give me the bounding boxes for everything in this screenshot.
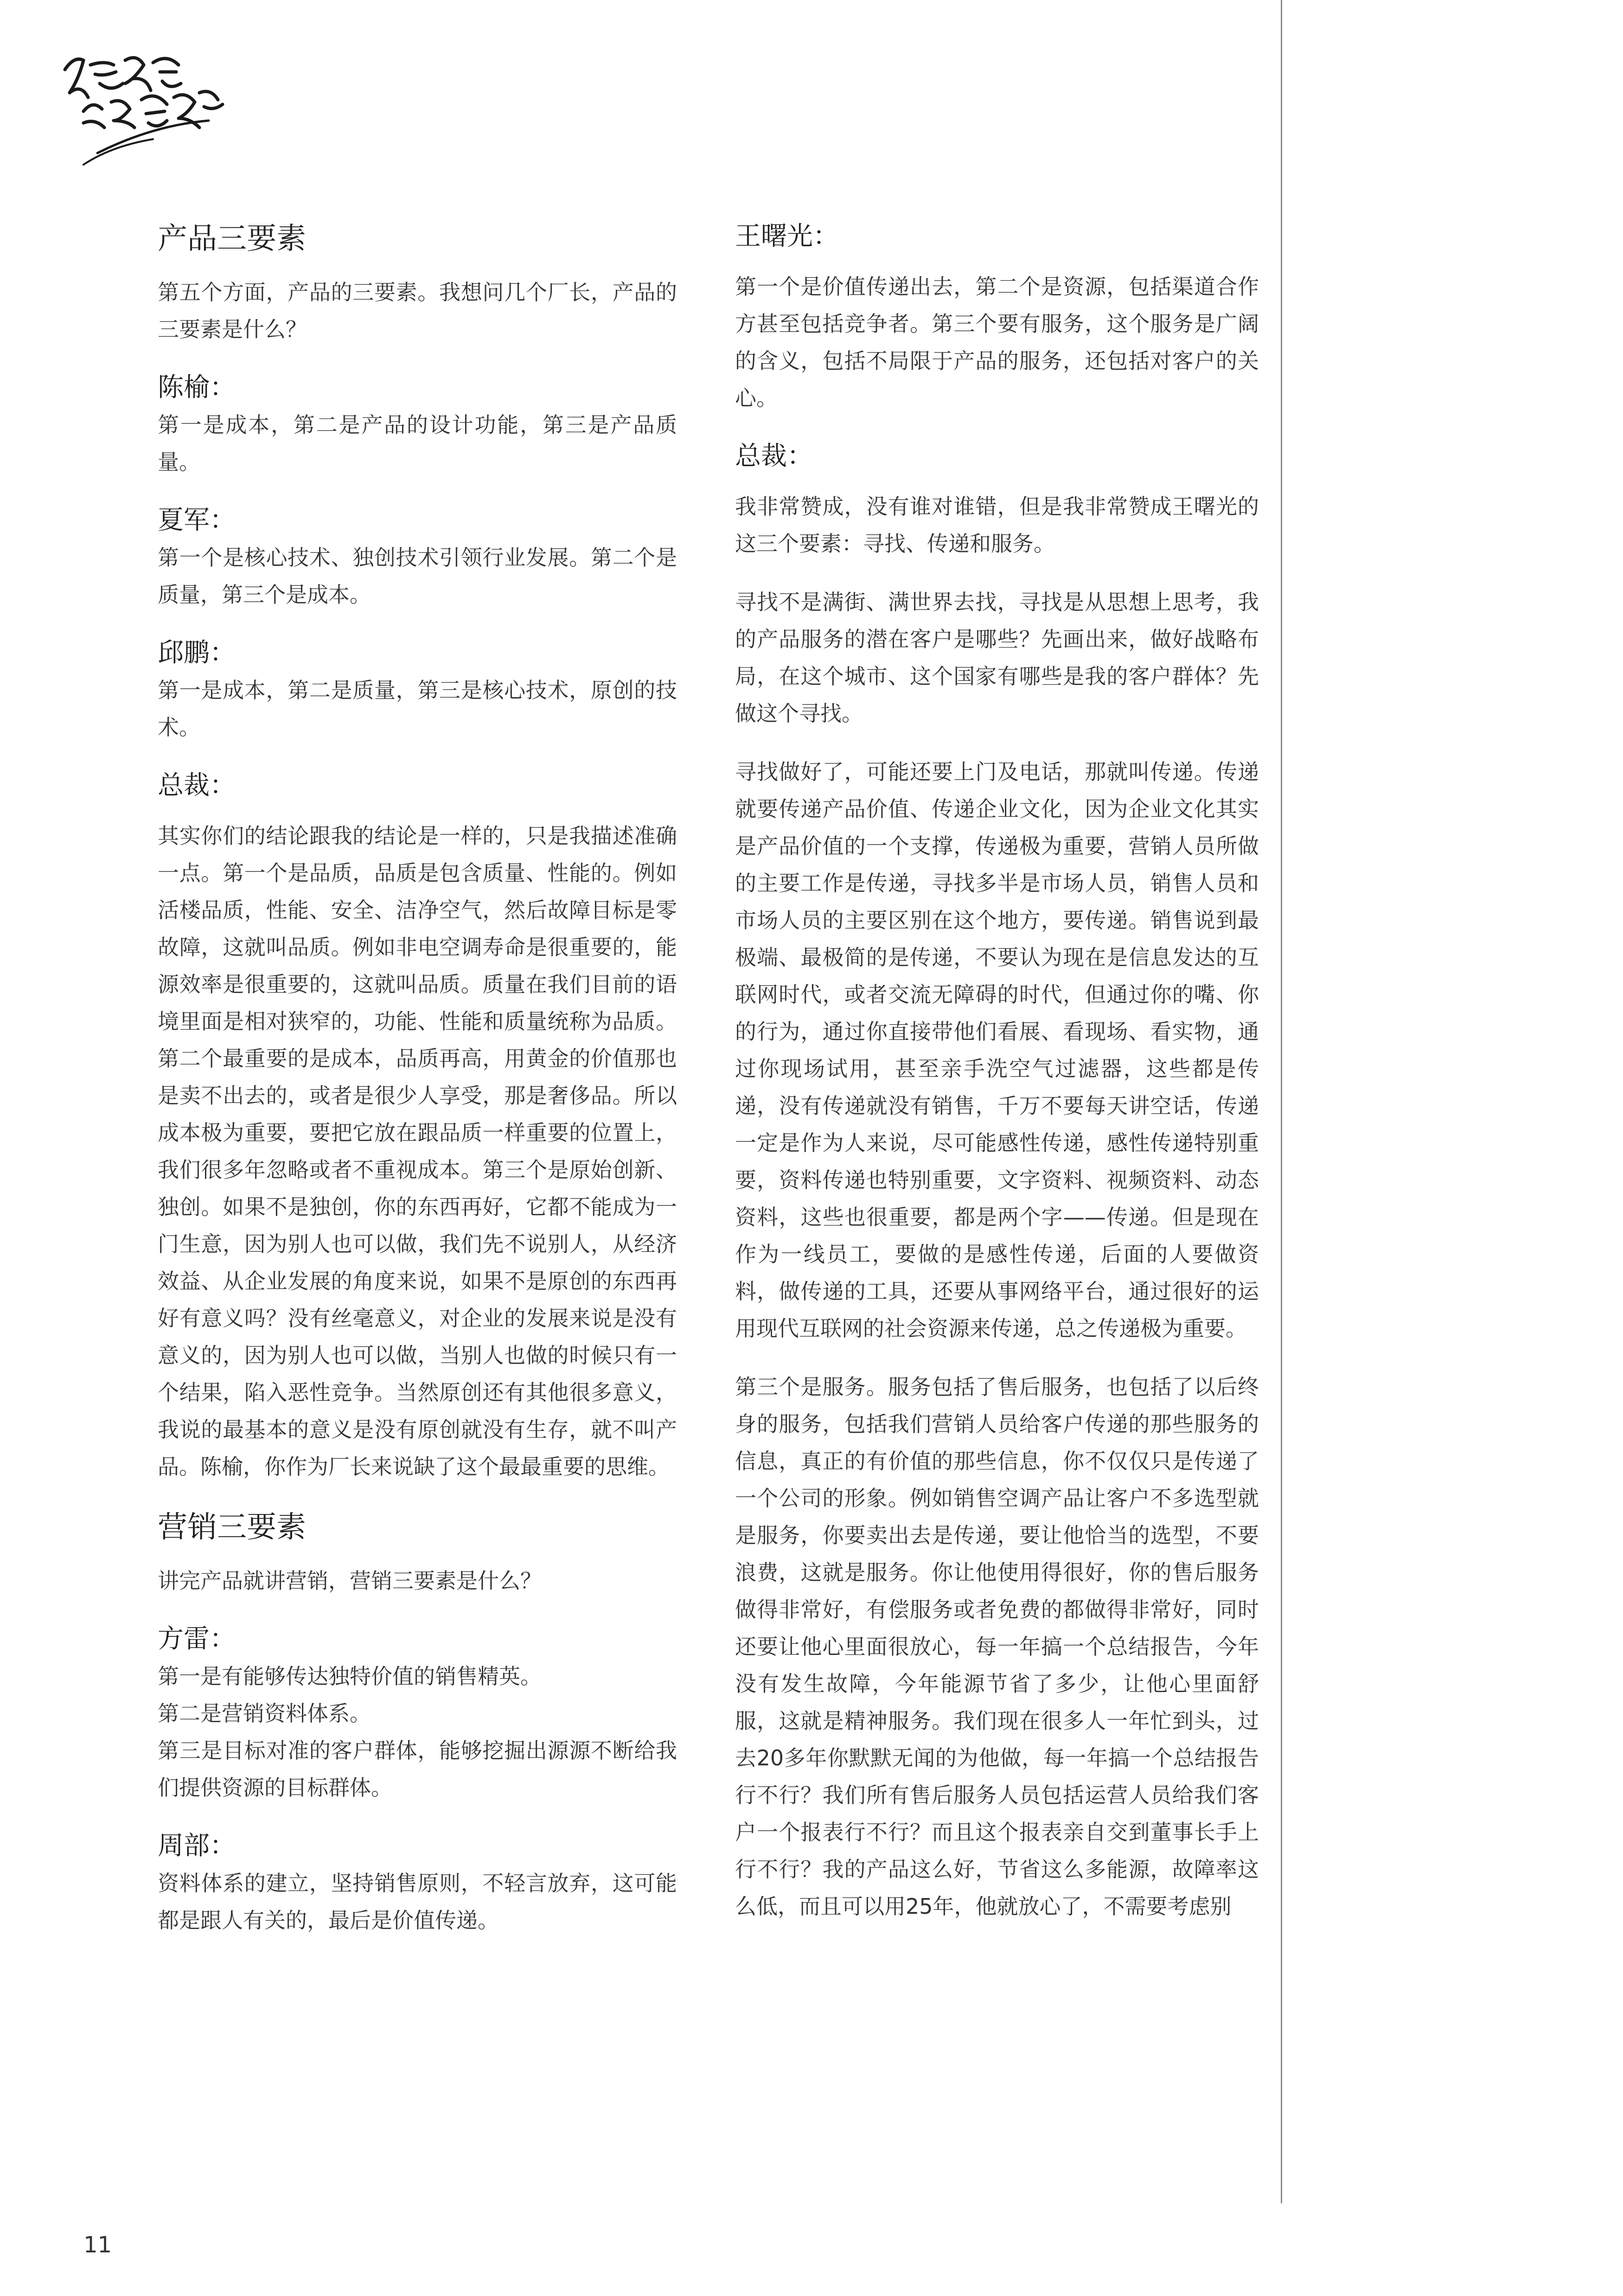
body-paragraph: 第三个是服务。服务包括了售后服务，也包括了以后终身的服务，包括我们营销人员给客户传递的那些服务的信息，真正的有价值的那些信息，你不仅仅只是传递了一个公司的形象。例如销售空调产品让客户不多选型就是服务，你要卖出去是传递，要让他恰当的选型，不要浪费，这就是服务。你让他使用得很好，你的售后服务做得非常好，有偿服务或者免费的都做得非常好，同时还要让他心里面很放心，每一年搞一个总结报告，今年没有发生故障，今年能源节省了多少，让他心里面舒服，这就是精神服务。我们现在很多人一年忙到头，过去20多年你默默无闻的为他做，每一年搞一个总结报告行不行？我们所有售后服务人员包括运营人员给我们客户一个报表行不行？而且这个报表亲自交到董事长手上行不行？我的产品这么好，节省这么多能源，故障率这么低，而且可以用25年，他就放心了，不需要考虑别 [735,1374,1259,1919]
speaker-text [158,1658,677,1806]
speaker-text: 资料体系的建立，坚持销售原则，不轻言放弃，这可能都是跟人有关的，最后是价值传递。 [158,1871,677,1933]
speaker-name: 王曙光： [735,221,839,251]
speaker-name: 陈榆： [158,372,236,403]
text-line: 第三是目标对准的客户群体，能够挖掘出源源不断给我们提供资源的目标群体。 [158,1738,677,1800]
speaker-text: 第一个是价值传递出去，第二个是资源，包括渠道合作方甚至包括竞争者。第三个要有服务，这个服务是广阔的含义，包括不局限于产品的服务，还包括对客户的关心。 [735,274,1259,410]
page-number: 11 [83,2232,112,2258]
speaker-text: 第一是成本，第二是质量，第三是核心技术，原创的技术。 [158,678,677,740]
speaker-text: 其实你们的结论跟我的结论是一样的，只是我描述准确一点。第一个是品质，品质是包含质量、性能的。例如活楼品质，性能、安全、洁净空气，然后故障目标是零故障，这就叫品质。例如非电空调寿命是很重要的，能源效率是很重要的，这就叫品质。质量在我们目前的语境里面是相对狭窄的，功能、性能和质量统称为品质。第二个最重要的是成本，品质再高，用黄金的价值那也是卖不出去的，或者是很少人享受，那是奢侈品。所以成本极为重要，要把它放在跟品质一样重要的位置上，我们很多年忽略或者不重视成本。第三个是原始创新、独创。如果不是独创，你的东西再好，它都不能成为一门生意，因为别人也可以做，我们先不说别人，从经济效益、从企业发展的角度来说，如果不是原创的东西再好有意义吗？没有丝毫意义，对企业的发展来说是没有意义的，因为别人也可以做，当别人也做的时候只有一个结果，陷入恶性竞争。当然原创还有其他很多意义，我说的最基本的意义是没有原创就没有生存，就不叫产品。陈榆，你作为厂长来说缺了这个最最重要的思维。 [158,823,677,1479]
speaker-text: 第一是成本，第二是产品的设计功能，第三是产品质量。 [158,412,677,475]
speaker-name: 周部： [158,1831,236,1861]
text-line: 第二是营销资料体系。 [158,1701,371,1726]
body-paragraph: 寻找不是满街、满世界去找，寻找是从思想上思考，我的产品服务的潜在客户是哪些？先画出来，做好战略布局，在这个城市、这个国家有哪些是我的客户群体？先做这个寻找。 [735,590,1259,726]
page-vertical-rule [1281,0,1282,2203]
speaker-name: 总裁： [735,441,813,471]
section-intro-marketing: 讲完产品就讲营销，营销三要素是什么？ [158,1568,542,1593]
left-column [158,218,677,1939]
speaker-name: 总裁： [158,770,236,801]
section-title-marketing: 营销三要素 [158,1510,306,1545]
handwritten-logo [56,42,250,195]
speaker-name: 邱鹏： [158,638,236,668]
speaker-name: 夏军： [158,505,236,535]
speaker-name: 方雷： [158,1624,236,1654]
text-line: 第一是有能够传达独特价值的销售精英。 [158,1664,542,1689]
speaker-text: 第一个是核心技术、独创技术引领行业发展。第二个是质量，第三个是成本。 [158,545,677,607]
section-intro-product: 第五个方面，产品的三要素。我想问几个厂长，产品的三要素是什么？ [158,280,677,342]
right-column [735,218,1259,1925]
speaker-text: 我非常赞成，没有谁对谁错，但是我非常赞成王曙光的这三个要素：寻找、传递和服务。 [735,494,1259,556]
section-title-product: 产品三要素 [158,222,306,256]
body-paragraph: 寻找做好了，可能还要上门及电话，那就叫传递。传递就要传递产品价值、传递企业文化，因为企业文化其实是产品价值的一个支撑，传递极为重要，营销人员所做的主要工作是传递，寻找多半是市场人员，销售人员和市场人员的主要区别在这个地方，要传递。销售说到最极端、最极简的是传递，不要认为现在是信息发达的互联网时代，或者交流无障碍的时代，但通过你的嘴、你的行为，通过你直接带他们看展、看现场、看实物，通过你现场试用，甚至亲手洗空气过滤器，这些都是传递，没有传递就没有销售，千万不要每天讲空话，传递一定是作为人来说，尽可能感性传递，感性传递特别重要，资料传递也特别重要，文字资料、视频资料、动态资料，这些也很重要，都是两个字——传递。但是现在作为一线员工，要做的是感性传递，后面的人要做资料，做传递的工具，还要从事网络平台，通过很好的运用现代互联网的社会资源来传递，总之传递极为重要。 [735,759,1259,1341]
